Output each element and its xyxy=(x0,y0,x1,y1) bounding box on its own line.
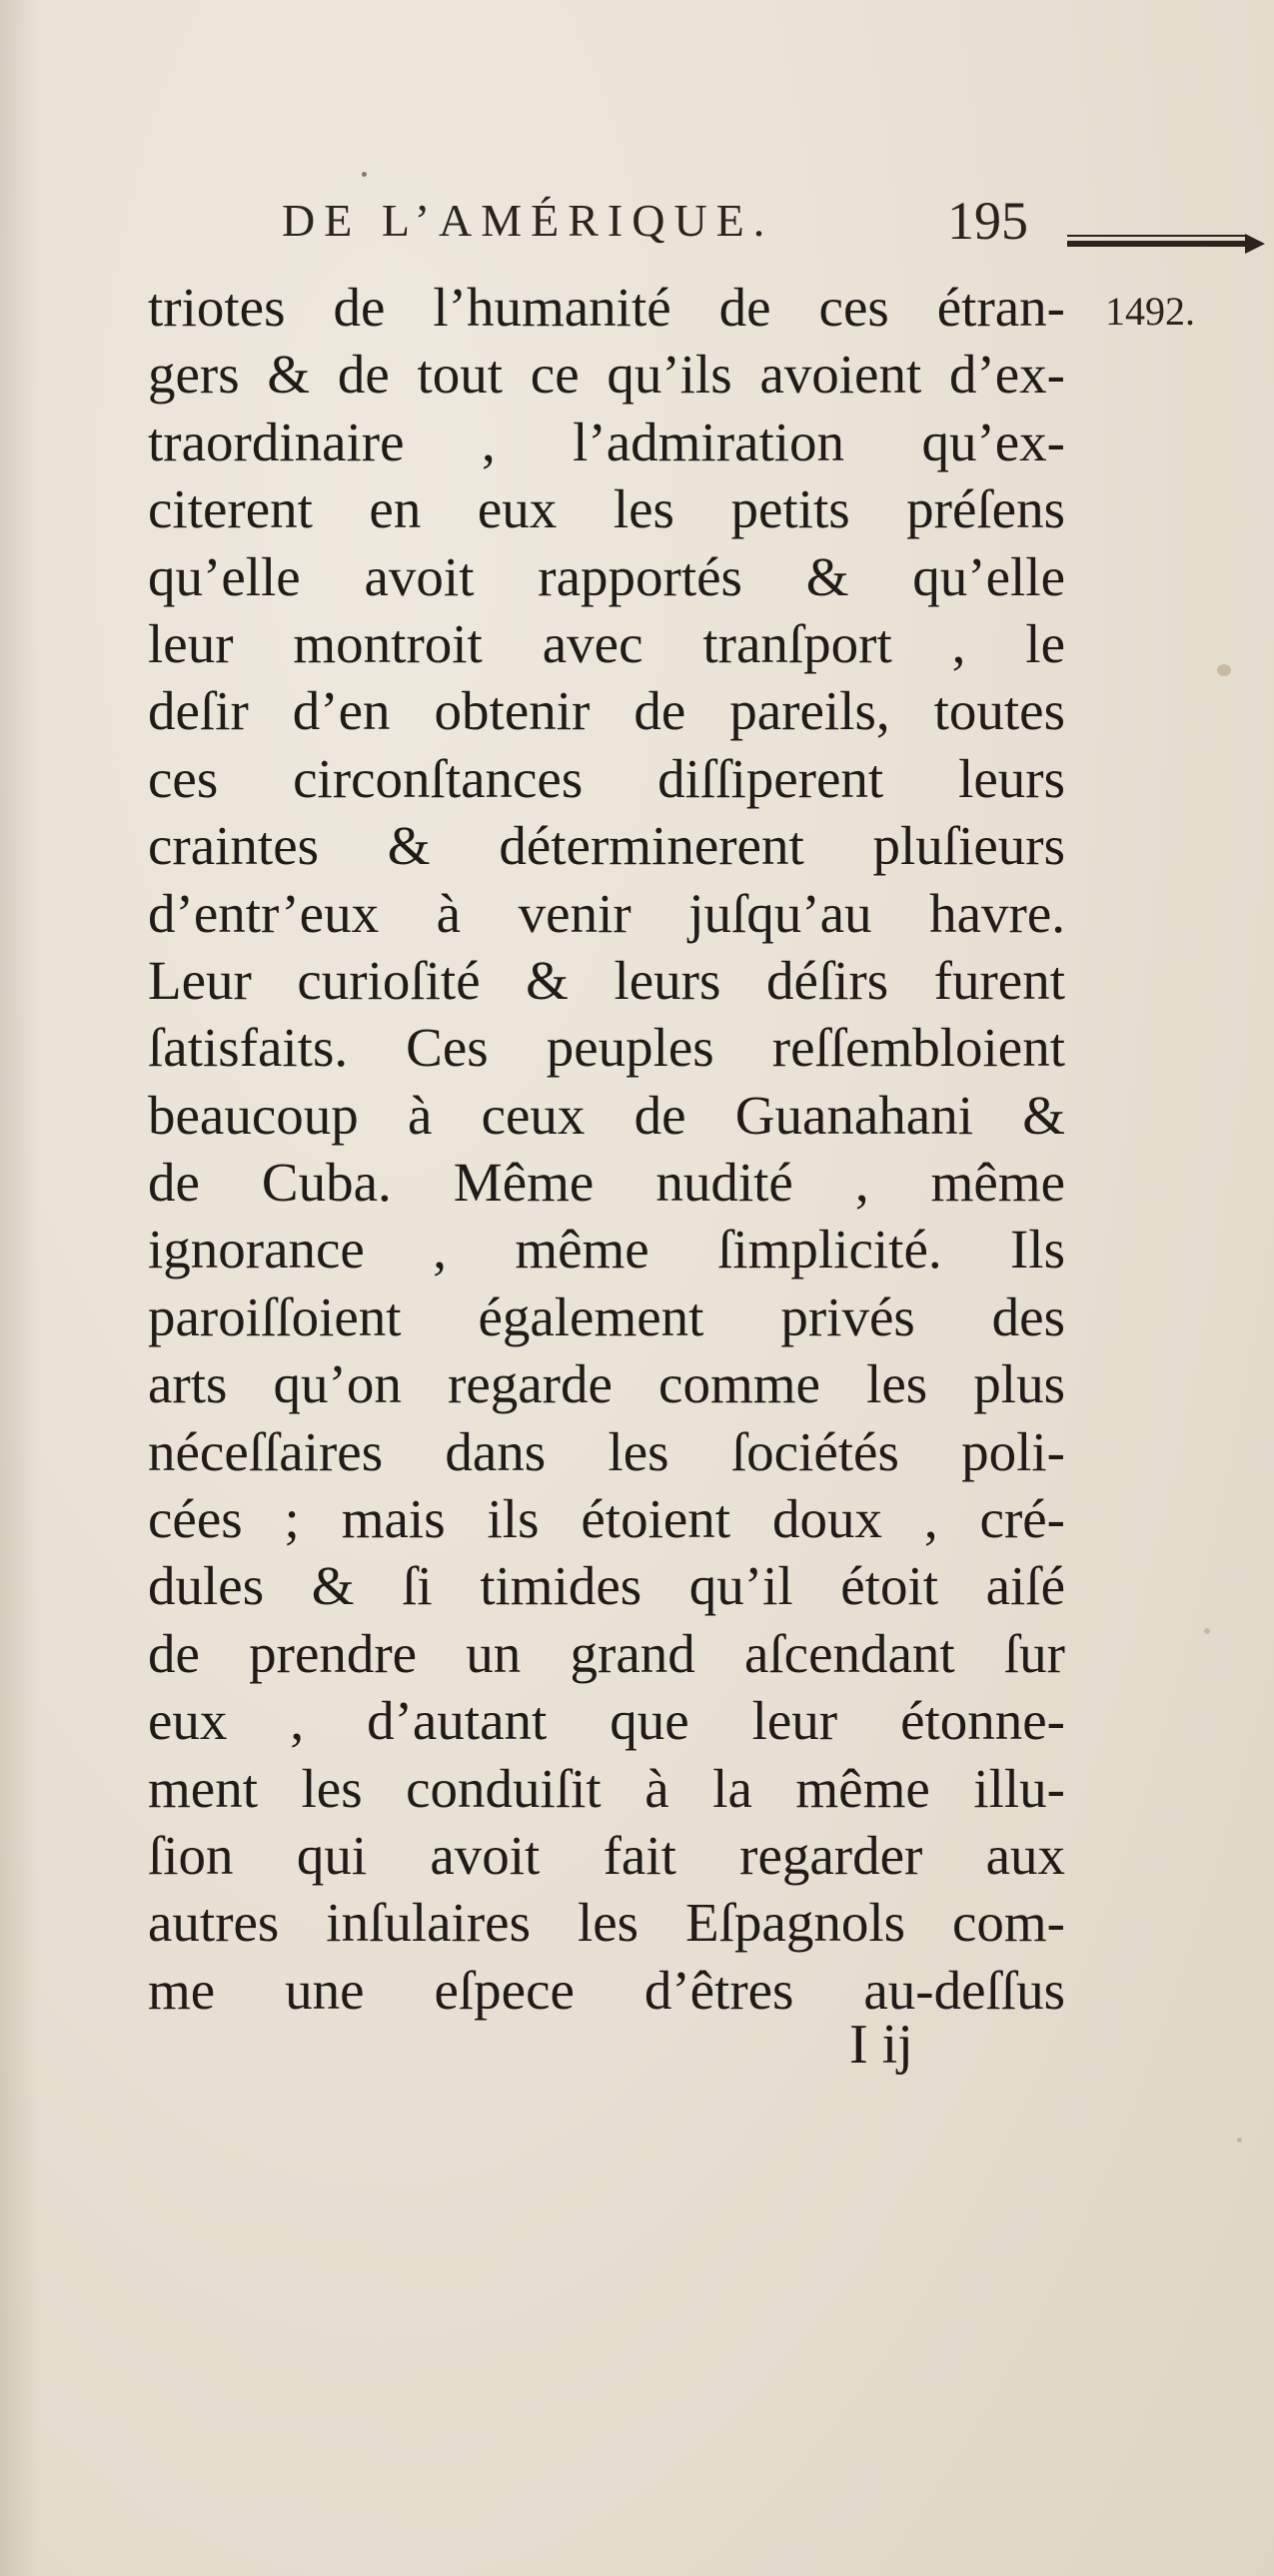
text-line: eux , d’autant que leur étonne- xyxy=(148,1690,1065,1752)
text-line: de Cuba. Même nudité , même xyxy=(148,1152,1065,1214)
page-edge-shadow xyxy=(0,0,40,2576)
foxing-spot xyxy=(1204,1628,1210,1634)
text-line: de prendre un grand aſcendant ſur xyxy=(148,1622,1065,1684)
foxing-spot xyxy=(1237,2138,1242,2143)
text-line: ſatisfaits. Ces peuples reſſembloient xyxy=(148,1017,1065,1079)
margin-year-note: 1492. xyxy=(1105,289,1195,334)
signature-mark: I ij xyxy=(849,2014,913,2076)
text-line: triotes de l’humanité de ces étran- xyxy=(148,277,1065,338)
running-head-title: DE L’AMÉRIQUE. xyxy=(282,195,774,246)
text-line: beaucoup à ceux de Guanahani & xyxy=(148,1084,1065,1146)
text-line: ces circonſtances diſſiperent leurs xyxy=(148,747,1065,809)
text-line: néceſſaires dans les ſociétés poli- xyxy=(148,1420,1065,1482)
text-line: leur montroit avec tranſport , le xyxy=(148,612,1065,674)
text-line: dules & ſi timides qu’il étoit aiſé xyxy=(148,1555,1065,1617)
foxing-spot xyxy=(1217,664,1231,676)
text-line: arts qu’on regarde comme les plus xyxy=(148,1353,1065,1415)
text-line: citerent en eux les petits préſens xyxy=(148,478,1065,540)
text-line: ſion qui avoit fait regarder aux xyxy=(148,1824,1065,1886)
text-line: ignorance , même ſimplicité. Ils xyxy=(148,1219,1065,1281)
body-text xyxy=(148,274,1065,2024)
text-line: me une eſpece d’êtres au-deſſus xyxy=(148,1959,1065,2021)
text-line: d’entr’eux à venir juſqu’au havre. xyxy=(148,882,1065,944)
page-number: 195 xyxy=(947,191,1028,251)
text-line: Leur curioſité & leurs déſirs furent xyxy=(148,949,1065,1011)
text-line: deſir d’en obtenir de pareils, toutes xyxy=(148,680,1065,742)
text-line: paroiſſoient également privés des xyxy=(148,1286,1065,1347)
running-head xyxy=(282,186,1091,256)
text-line: craintes & déterminerent pluſieurs xyxy=(148,815,1065,877)
text-line: gers & de tout ce qu’ils avoient d’ex- xyxy=(148,344,1065,406)
text-line: cées ; mais ils étoient doux , cré- xyxy=(148,1488,1065,1550)
text-line: ment les conduiſit à la même illu- xyxy=(148,1757,1065,1819)
ink-speck xyxy=(362,172,367,177)
text-line: autres inſulaires les Eſpagnols com- xyxy=(148,1892,1065,1954)
text-line: qu’elle avoit rapportés & qu’elle xyxy=(148,545,1065,607)
ornamental-rule-arrow-icon xyxy=(1067,232,1267,256)
text-line: traordinaire , l’admiration qu’ex- xyxy=(148,411,1065,472)
